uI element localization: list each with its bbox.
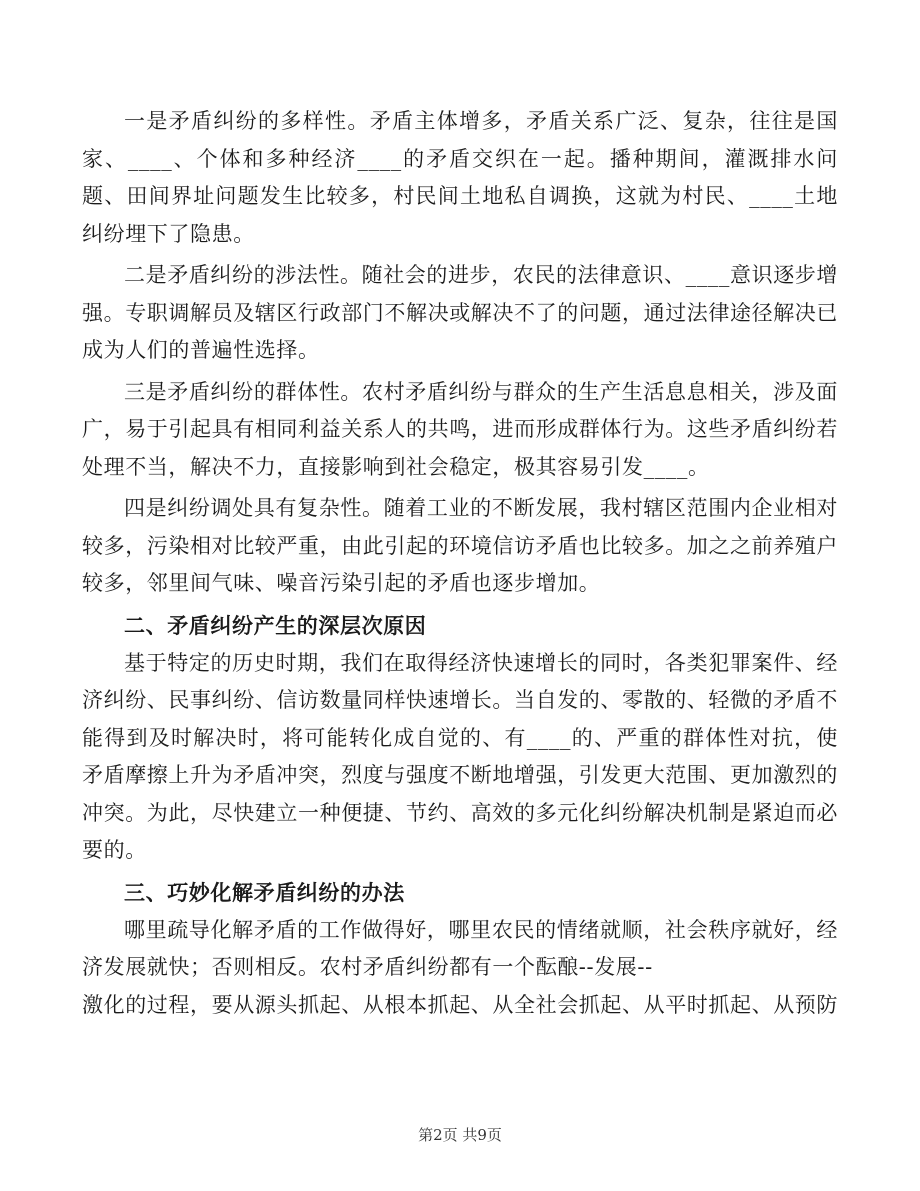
section-heading-causes: 二、矛盾纠纷产生的深层次原因 <box>124 612 427 638</box>
section-heading-methods: 三、巧妙化解矛盾纠纷的办法 <box>124 879 405 905</box>
paragraph-causes: 基于特定的历史时期，我们在取得经济快速增长的同时，各类犯罪案件、经济纠纷、民事纠纷、信访数量同样快速增长。当自发的、零散的、轻微的矛盾不能得到及时解决时，将可能转化成自觉的、有____的、严重的群体性对抗，使矛盾摩擦上升为矛盾冲突，烈度与强度不断地增强，引发更大范围、更加激烈的冲突。为此，尽快建立一种便捷、节约、高效的多元化纠纷解决机制是紧迫而必要的。 <box>82 650 838 862</box>
paragraph-group-nature: 三是矛盾纠纷的群体性。农村矛盾纠纷与群众的生产生活息息相关，涉及面广，易于引起具有相同利益关系人的共鸣，进而形成群体行为。这些矛盾纠纷若处理不当，解决不力，直接影响到社会稳定，极其容易引发____。 <box>82 379 838 479</box>
page-footer: 第2页 共9页 <box>418 1126 502 1144</box>
paragraph-complexity: 四是纠纷调处具有复杂性。随着工业的不断发展，我村辖区范围内企业相对较多，污染相对比较严重，由此引起的环境信访矛盾也比较多。加之之前养殖户较多，邻里间气味、噪音污染引起的矛盾也逐步增加。 <box>82 496 838 595</box>
paragraph-diversity: 一是矛盾纠纷的多样性。矛盾主体增多，矛盾关系广泛、复杂，往往是国家、____、个体和多种经济____的矛盾交织在一起。播种期间，灌溉排水问题、田间界址问题发生比较多，村民间土地私自调换，这就为村民、____土地纠纷埋下了隐患。 <box>82 109 838 246</box>
paragraph-methods: 哪里疏导化解矛盾的工作做得好，哪里农民的情绪就顺，社会秩序就好，经济发展就快；否则相反。农村矛盾纠纷都有一个酝酿--发展-- <box>82 917 838 979</box>
document-body <box>82 103 838 1024</box>
paragraph-methods-continued: 激化的过程，要从源头抓起、从根本抓起、从全社会抓起、从平时抓起、从预防 <box>82 992 838 1017</box>
paragraph-legal-nature: 二是矛盾纠纷的涉法性。随社会的进步，农民的法律意识、____意识逐步增强。专职调解员及辖区行政部门不解决或解决不了的问题，通过法律途径解决已成为人们的普遍性选择。 <box>82 263 838 362</box>
